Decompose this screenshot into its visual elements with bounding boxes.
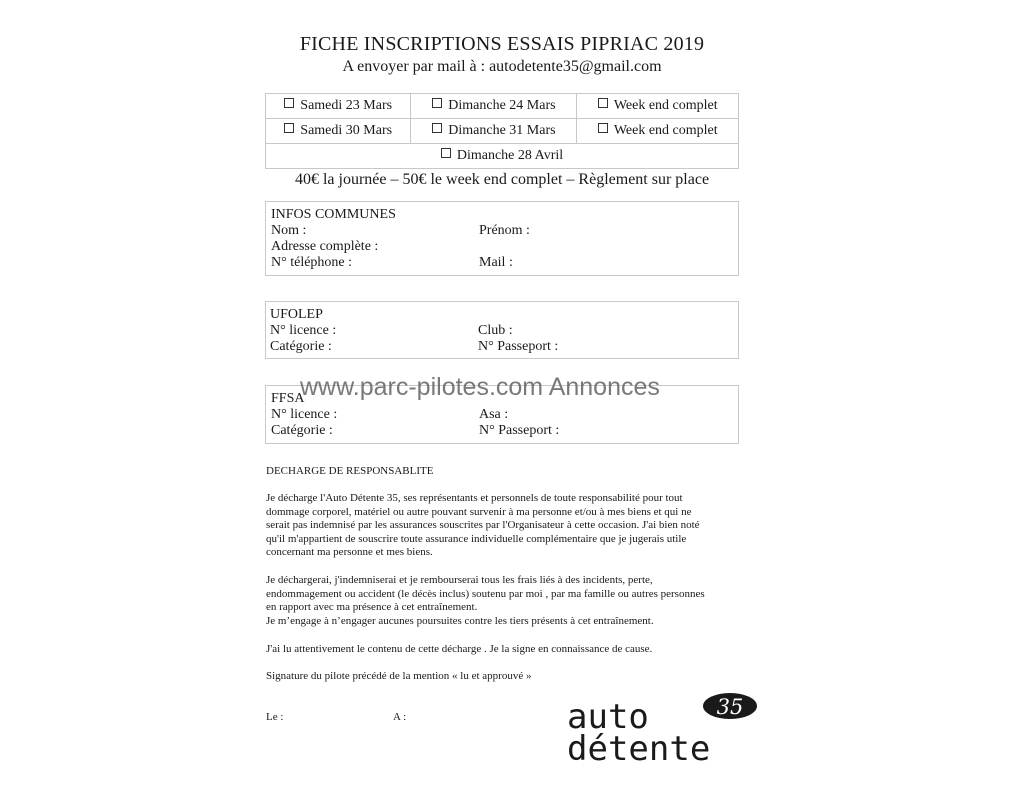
date-option-dimanche-28-avril[interactable]: Dimanche 28 Avril <box>266 144 739 169</box>
signature-instruction: Signature du pilote précédé de la mention « lu et approuvé » <box>266 670 532 682</box>
checkbox-icon[interactable] <box>432 98 442 108</box>
le-field[interactable]: Le : <box>266 711 284 723</box>
auto-detente-35-logo <box>563 688 763 768</box>
ffsa-passeport-field[interactable]: N° Passeport : <box>479 423 560 438</box>
ffsa-categorie-field[interactable]: Catégorie : <box>271 423 333 438</box>
decharge-paragraph-3: J'ai lu attentivement le contenu de cette décharge . Je la signe en connaissance de cause. <box>266 643 653 655</box>
logo-number: 35 <box>716 695 744 719</box>
decharge-paragraph-1: Je décharge l'Auto Détente 35, ses représentants et personnels de toute responsabilité pour tout dommage corporel, matériel ou autre pouvant survenir à ma personne et/ou à mes biens et qui ne serait pas indemnisé par les assurances souscrites par l'Organisateur à cette occasion. J'ai bien noté qu'il m'appartient de souscrire toute assurance individuelle complémentaire que je jugerais utile concernant ma personne et mes biens. <box>266 492 700 558</box>
date-option-dimanche-24[interactable]: Dimanche 24 Mars <box>411 94 577 119</box>
logo-line-1: auto <box>567 697 649 737</box>
ufolep-licence-field[interactable]: N° licence : <box>270 323 337 338</box>
checkbox-icon[interactable] <box>598 98 608 108</box>
infos-heading: INFOS COMMUNES <box>271 207 396 222</box>
form-title: FICHE INSCRIPTIONS ESSAIS PIPRIAC 2019 <box>299 33 705 55</box>
price-line: 40€ la journée – 50€ le week end complet – Règlement sur place <box>294 171 710 188</box>
checkbox-icon[interactable] <box>284 98 294 108</box>
ffsa-licence-field[interactable]: N° licence : <box>271 407 338 422</box>
checkbox-icon[interactable] <box>598 123 608 133</box>
logo-line-2: détente <box>567 729 711 768</box>
dates-table <box>265 93 739 169</box>
decharge-heading: DECHARGE DE RESPONSABLITE <box>266 465 434 477</box>
ufolep-club-field[interactable]: Club : <box>478 323 513 338</box>
checkbox-icon[interactable] <box>441 148 451 158</box>
checkbox-icon[interactable] <box>432 123 442 133</box>
watermark: www.parc-pilotes.com Annonces <box>300 373 660 401</box>
date-option-weekend-2[interactable]: Week end complet <box>577 119 739 144</box>
adresse-field[interactable]: Adresse complète : <box>271 239 379 254</box>
date-option-samedi-30[interactable]: Samedi 30 Mars <box>266 119 411 144</box>
ffsa-asa-field[interactable]: Asa : <box>479 407 509 422</box>
ufolep-passeport-field[interactable]: N° Passeport : <box>478 339 559 354</box>
nom-field[interactable]: Nom : <box>271 223 307 238</box>
date-option-weekend-1[interactable]: Week end complet <box>577 94 739 119</box>
prenom-field[interactable]: Prénom : <box>479 223 530 238</box>
infos-communes-box <box>265 201 739 276</box>
mail-field[interactable]: Mail : <box>479 255 513 270</box>
ufolep-categorie-field[interactable]: Catégorie : <box>270 339 332 354</box>
decharge-paragraph-2: Je déchargerai, j'indemniserai et je rembourserai tous les frais liés à des incidents, perte, endommagement ou accident (le décès inclus) soutenu par moi , par ma famille ou autres personnes en rapport avec ma présence à cet entraînement. Je m’engage à n’engager aucunes poursuites contre les tiers présents à cet entraînement. <box>266 574 705 627</box>
date-option-dimanche-31[interactable]: Dimanche 31 Mars <box>411 119 577 144</box>
ffsa-heading: FFSA <box>271 391 305 406</box>
date-option-samedi-23[interactable]: Samedi 23 Mars <box>266 94 411 119</box>
ufolep-box <box>265 301 739 359</box>
telephone-field[interactable]: N° téléphone : <box>271 255 353 270</box>
ufolep-heading: UFOLEP <box>270 307 323 322</box>
checkbox-icon[interactable] <box>284 123 294 133</box>
form-subtitle: A envoyer par mail à : autodetente35@gmail.com <box>342 58 662 75</box>
a-field[interactable]: A : <box>393 711 407 723</box>
